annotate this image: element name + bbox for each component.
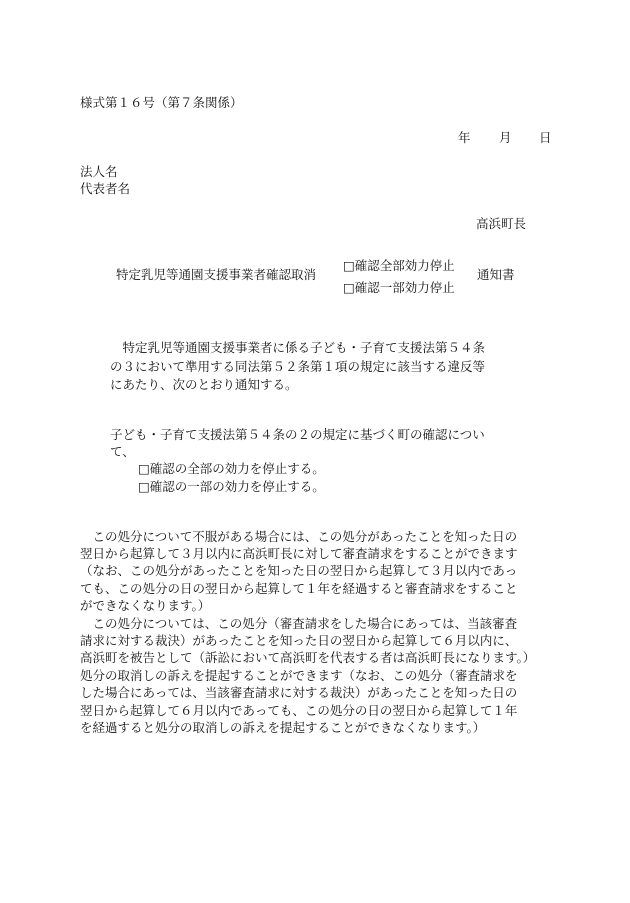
form-number: 様式第１６号（第７条関係） [80, 95, 243, 110]
notice-line: した場合にあっては、当該審査請求に対する裁決）があったことを知った日の [80, 685, 518, 700]
notice-line: 翌日から起算して６月以内であっても、この処分の日の翌日から起算して１年 [80, 703, 518, 718]
paragraph-line: にあたり、次のとおり通知する。 [110, 377, 298, 392]
subject-option-full-suspension: □確認全部効力停止 [343, 258, 455, 273]
notice-line: 高浜町を被告として（訴訟において高浜町を代表する者は高浜町長になります。） [80, 650, 536, 665]
subject-main: 特定乳児等通園支援事業者確認取消 [116, 267, 317, 282]
corp-name-label: 法人名 [80, 164, 118, 179]
notice-line: この処分については、この処分（審査請求をした場合にあっては、当該審査 [80, 616, 518, 631]
notice-line: ができなくなります。） [80, 598, 211, 613]
notice-line: ても、この処分の日の翌日から起算して１年を経過すると審査請求をすること [80, 581, 518, 596]
notice-line: この処分について不服がある場合には、この処分があったことを知った日の [80, 529, 518, 544]
notice-line: 請求に対する裁決）があったことを知った日の翌日から起算して６月以内に、 [80, 633, 518, 648]
subject-suffix: 通知書 [477, 267, 515, 282]
notice-line: （なお、この処分があったことを知った日の翌日から起算して３月以内であっ [80, 563, 518, 578]
subject-option-partial-suspension: □確認一部効力停止 [343, 280, 455, 295]
paragraph-line: 特定乳児等通園支援事業者に係る子ども・子育て支援法第５４条 [110, 340, 486, 355]
paragraph-line: の３において準用する同法第５２条第１項の規定に該当する違反等 [110, 359, 486, 374]
date-day: 日 [539, 130, 552, 145]
option-partial-suspension: □確認の一部の効力を停止する。 [138, 479, 325, 494]
notice-line: 翌日から起算して３月以内に高浜町長に対して審査請求をすることができます [80, 546, 518, 561]
paragraph-line: 子ども・子育て支援法第５４条の２の規定に基づく町の確認につい [110, 427, 485, 442]
notice-line: 処分の取消しの訴えを提起することができます（なお、この処分（審査請求を [80, 668, 518, 683]
date-year: 年 [458, 130, 471, 145]
notice-line: を経過すると処分の取消しの訴えを提起することができなくなります。） [80, 720, 486, 735]
paragraph-line: て、 [110, 444, 135, 459]
sender-name: 高浜町長 [476, 216, 527, 231]
option-full-suspension: □確認の全部の効力を停止する。 [138, 461, 325, 476]
representative-label: 代表者名 [80, 181, 131, 196]
date-month: 月 [499, 130, 512, 145]
